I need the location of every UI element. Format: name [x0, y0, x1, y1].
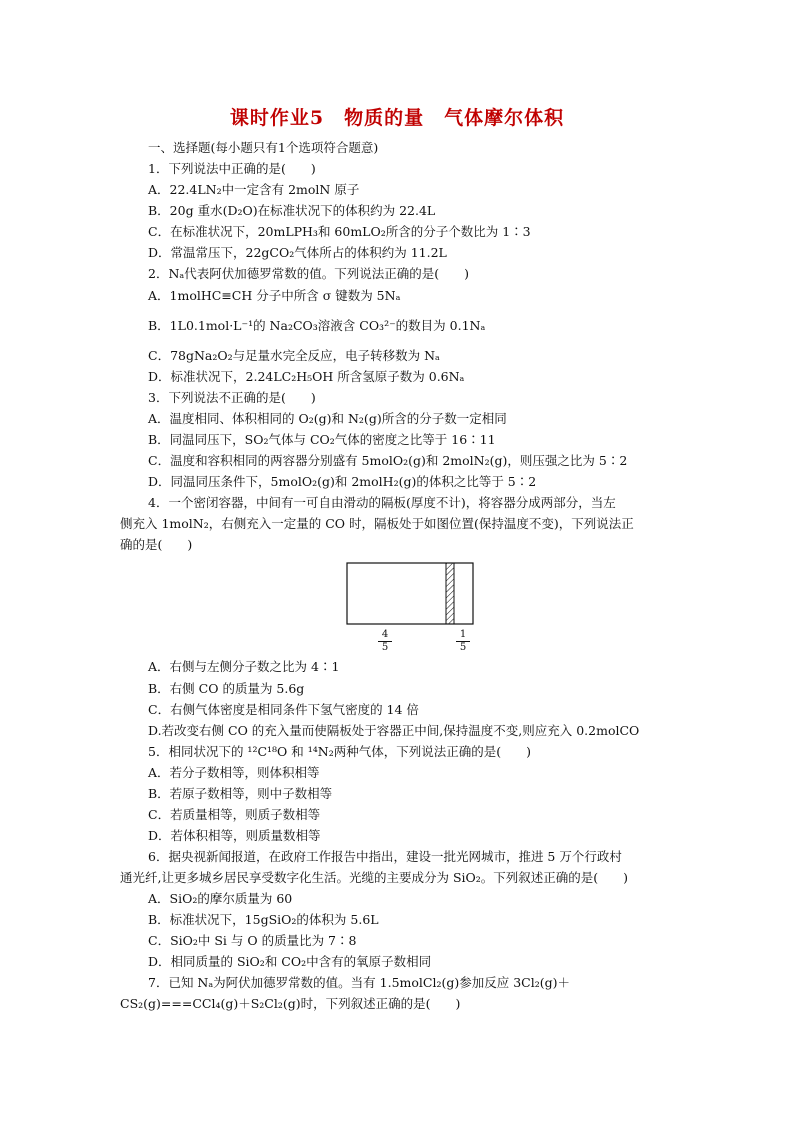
right-fraction-denominator: 5 — [459, 642, 467, 653]
q5-option-a: A．若分子数相等，则体积相等 — [148, 765, 320, 780]
q6-stem-line1: 6．据央视新闻报道，在政府工作报告中指出，建设一批光网城市，推进 5 万个行政村 — [148, 849, 622, 864]
q6-option-a: A．SiO₂的摩尔质量为 60 — [148, 891, 293, 906]
section-heading: 一、选择题(每小题只有1个选项符合题意) — [148, 140, 379, 155]
page-title: 课时作业5 物质的量 气体摩尔体积 — [229, 107, 565, 129]
left-fraction — [378, 630, 392, 653]
right-fraction — [456, 630, 470, 653]
container-diagram — [346, 562, 474, 652]
q4-option-b: B．右侧 CO 的质量为 5.6g — [148, 681, 305, 696]
q6-stem-line2: 通光纤,让更多城乡居民享受数字化生活。光缆的主要成分为 SiO₂。下列叙述正确的是( ) — [120, 870, 629, 885]
q4-option-c: C．右侧气体密度是相同条件下氢气密度的 14 倍 — [148, 702, 419, 717]
q2-option-d: D．标准状况下，2.24LC₂H₅OH 所含氢原子数为 0.6Nₐ — [148, 369, 465, 384]
q2-option-b: B．1L0.1mol·L⁻¹的 Na₂CO₃溶液含 CO₃²⁻的数目为 0.1Nₐ — [148, 318, 486, 333]
q7-stem-line1: 7．已知 Nₐ为阿伏加德罗常数的值。当有 1.5molCl₂(g)参加反应 3Cl₂(g)＋ — [148, 975, 570, 990]
q5-stem: 5．相同状况下的 ¹²C¹⁸O 和 ¹⁴N₂两种气体，下列说法正确的是( ) — [148, 744, 531, 759]
q3-option-b: B．同温同压下，SO₂气体与 CO₂气体的密度之比等于 16∶11 — [148, 432, 496, 447]
q4-stem-line3: 确的是( ) — [120, 537, 193, 552]
q6-option-d: D．相同质量的 SiO₂和 CO₂中含有的氧原子数相同 — [148, 954, 432, 969]
q6-option-c: C．SiO₂中 Si 与 O 的质量比为 7∶8 — [148, 933, 357, 948]
q6-option-b: B．标准状况下，15gSiO₂的体积为 5.6L — [148, 912, 379, 927]
q2-option-c: C．78gNa₂O₂与足量水完全反应，电子转移数为 Nₐ — [148, 348, 440, 363]
q4-option-d: D.若改变右侧 CO 的充入量而使隔板处于容器正中间,保持温度不变,则应充入 0.2molCO — [148, 723, 640, 738]
q3-option-c: C．温度和容积相同的两容器分别盛有 5molO₂(g)和 2molN₂(g)，则压强之比为 5∶2 — [148, 453, 628, 468]
sliding-partition — [446, 563, 454, 624]
q4-option-a: A．右侧与左侧分子数之比为 4∶1 — [148, 659, 340, 674]
q4-stem-line1: 4．一个密闭容器，中间有一可自由滑动的隔板(厚度不计)，将容器分成两部分，当左 — [148, 495, 616, 510]
q1-option-b: B．20g 重水(D₂O)在标准状况下的体积约为 22.4L — [148, 203, 436, 218]
q3-stem: 3．下列说法不正确的是( ) — [148, 390, 316, 405]
q5-option-b: B．若原子数相等，则中子数相等 — [148, 786, 333, 801]
q5-option-d: D．若体积相等，则质量数相等 — [148, 828, 321, 843]
q1-option-c: C．在标准状况下，20mLPH₃和 60mLO₂所含的分子个数比为 1∶3 — [148, 224, 531, 239]
q3-option-d: D．同温同压条件下，5molO₂(g)和 2molH₂(g)的体积之比等于 5∶2 — [148, 474, 537, 489]
q7-stem-line2: CS₂(g)===CCl₄(g)＋S₂Cl₂(g)时，下列叙述正确的是( ) — [120, 996, 461, 1011]
q3-option-a: A．温度相同、体积相同的 O₂(g)和 N₂(g)所含的分子数一定相同 — [148, 411, 507, 426]
q1-option-d: D．常温常压下，22gCO₂气体所占的体积约为 11.2L — [148, 245, 447, 260]
q2-stem: 2．Nₐ代表阿伏加德罗常数的值。下列说法正确的是( ) — [148, 266, 469, 281]
q4-stem-line2: 侧充入 1molN₂，右侧充入一定量的 CO 时，隔板处于如图位置(保持温度不变)，下列说法正 — [120, 516, 634, 531]
q1-stem: 1．下列说法中正确的是( ) — [148, 161, 316, 176]
q2-option-a: A．1molHC≡CH 分子中所含 σ 键数为 5Nₐ — [148, 288, 401, 303]
q5-option-c: C．若质量相等，则质子数相等 — [148, 807, 321, 822]
left-fraction-denominator: 5 — [381, 642, 389, 653]
left-fraction-numerator: 4 — [381, 629, 389, 640]
right-fraction-numerator: 1 — [459, 629, 467, 640]
q1-option-a: A．22.4LN₂中一定含有 2molN 原子 — [148, 182, 360, 197]
